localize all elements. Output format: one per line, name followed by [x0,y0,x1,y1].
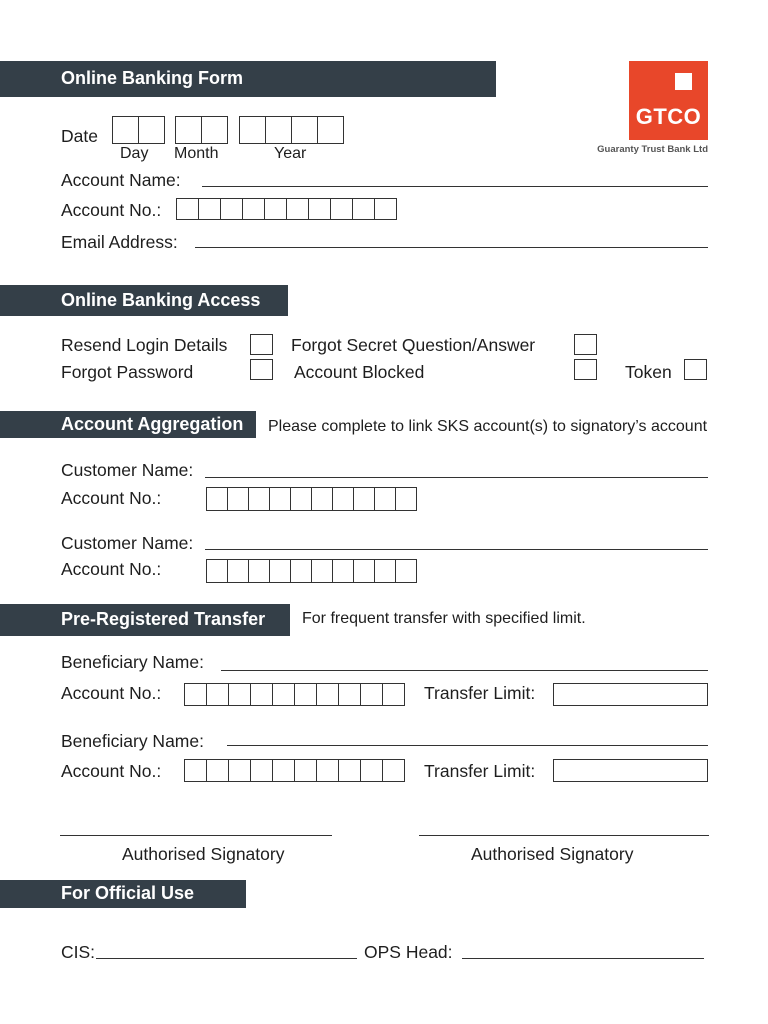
cis-label: CIS: [61,942,96,962]
transfer-limit-label-1: Transfer Limit: [424,683,536,703]
date-year-boxes[interactable] [239,116,344,144]
date-month-boxes[interactable] [175,116,228,144]
signatory-line-1[interactable] [60,835,332,836]
forgot-password-checkbox[interactable] [250,359,273,380]
logo-tagline: Guaranty Trust Bank Ltd [597,144,708,155]
transfer-section-bar [0,604,290,636]
aggregation-account-no-label-1: Account No.: [61,488,162,508]
account-blocked-label: Account Blocked [294,362,425,382]
email-label: Email Address: [61,232,178,252]
official-section-bar [0,880,246,908]
transfer-account-no-boxes-1[interactable] [184,683,405,706]
date-year-caption: Year [274,145,307,162]
gtco-logo [629,61,708,140]
date-day-boxes[interactable] [112,116,165,144]
ops-head-label: OPS Head: [364,942,453,962]
forgot-secret-label: Forgot Secret Question/Answer [291,335,536,355]
beneficiary-name-field-2[interactable] [227,745,708,746]
customer-name-field-2[interactable] [205,549,708,550]
aggregation-account-no-boxes-1[interactable] [206,487,417,511]
resend-login-label: Resend Login Details [61,335,228,355]
transfer-account-no-boxes-2[interactable] [184,759,405,782]
forgot-secret-checkbox[interactable] [574,334,597,355]
account-no-boxes[interactable] [176,198,397,220]
customer-name-label-2: Customer Name: [61,533,194,553]
logo-text: GTCO [635,104,702,129]
transfer-note: For frequent transfer with specified limit. [302,610,586,627]
transfer-section-title: Pre-Registered Transfer [61,609,266,630]
aggregation-note: Please complete to link SKS account(s) to signatory’s account [268,418,708,435]
account-no-label: Account No.: [61,200,162,220]
transfer-account-no-label-1: Account No.: [61,683,162,703]
aggregation-account-no-boxes-2[interactable] [206,559,417,583]
account-blocked-checkbox[interactable] [574,359,597,380]
account-name-field[interactable] [202,186,708,187]
access-section-title: Online Banking Access [61,289,261,310]
form-title-bar [0,61,496,97]
transfer-account-no-label-2: Account No.: [61,761,162,781]
logo-square-icon [675,73,692,90]
form-title: Online Banking Form [61,68,244,89]
token-label: Token [625,362,672,382]
signatory-line-2[interactable] [419,835,709,836]
forgot-password-label: Forgot Password [61,362,194,382]
beneficiary-name-label-1: Beneficiary Name: [61,652,204,672]
beneficiary-name-label-2: Beneficiary Name: [61,731,204,751]
ops-head-field[interactable] [462,958,704,959]
signatory-label-1: Authorised Signatory [122,844,285,864]
date-day-caption: Day [120,145,149,162]
email-field[interactable] [195,247,708,248]
official-section-title: For Official Use [61,883,195,904]
customer-name-field-1[interactable] [205,477,708,478]
transfer-limit-field-2[interactable] [553,759,708,782]
cis-field[interactable] [96,958,357,959]
resend-login-checkbox[interactable] [250,334,273,355]
customer-name-label-1: Customer Name: [61,460,194,480]
account-name-label: Account Name: [61,170,181,190]
date-label: Date [61,126,98,146]
access-section-bar [0,285,288,316]
beneficiary-name-field-1[interactable] [221,670,708,671]
aggregation-account-no-label-2: Account No.: [61,559,162,579]
aggregation-section-title: Account Aggregation [61,413,244,434]
transfer-limit-label-2: Transfer Limit: [424,761,536,781]
date-month-caption: Month [174,145,219,162]
signatory-label-2: Authorised Signatory [471,844,634,864]
transfer-limit-field-1[interactable] [553,683,708,706]
token-checkbox[interactable] [684,359,707,380]
aggregation-section-bar [0,411,256,438]
